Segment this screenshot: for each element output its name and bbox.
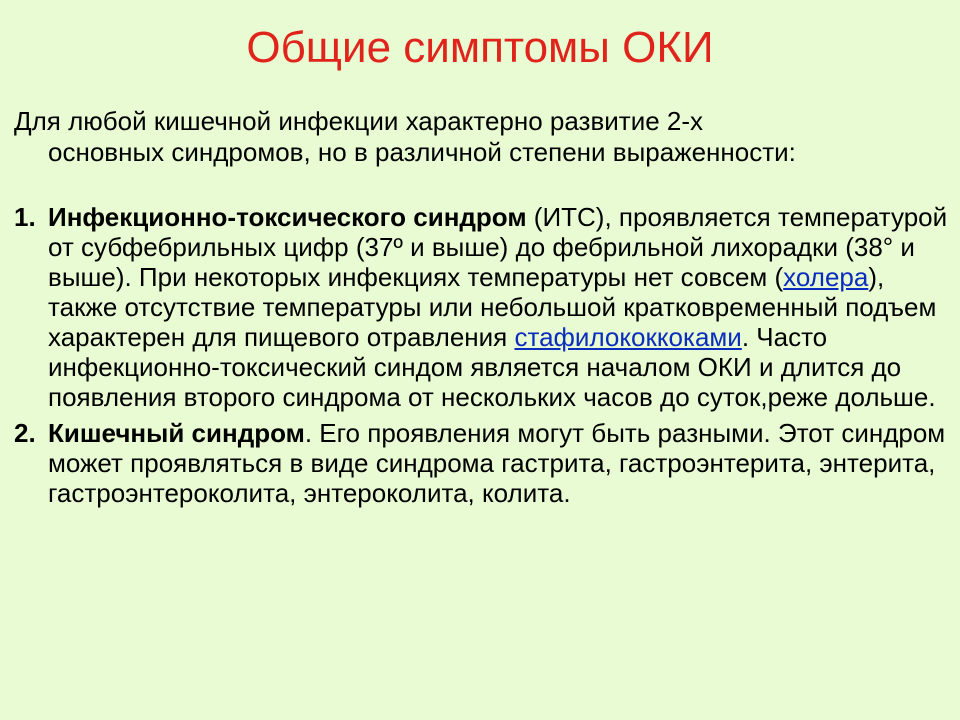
list-item-2	[14, 418, 948, 508]
list-item-2-text-a: . Его проявления могут быть разными. Этот синдром может проявляться в виде синдрома гастрита, гастроэнтерита, энтерита, гастроэнтероколита, энтероколита, колита.	[48, 418, 946, 508]
intro-paragraph	[14, 106, 944, 168]
list-item-1-text-a: (ИТС), проявляется температурой от субфебрильных цифр (37º и выше) до фебрильной лихорадки (38° и выше). При некоторых инфекциях температуры нет совсем (	[48, 202, 948, 292]
list-item-1-text-c: . Часто инфекционно-токсический синдом является началом ОКИ и длится до появления второго синдрома от нескольких часов до суток,реже дольше.	[48, 322, 936, 412]
syndrome-list	[14, 202, 948, 508]
list-item-2-number: 2.	[14, 418, 36, 448]
list-item-2-heading: Кишечный синдром	[48, 418, 305, 448]
link-cholera[interactable]: холера	[783, 262, 869, 292]
intro-line-2: основных синдромов, но в различной степени выраженности:	[48, 137, 796, 167]
slide-title: Общие симптомы ОКИ	[246, 23, 714, 72]
list-item-1-text-b: ), также отсутствие температуры или небольшой кратковременный подъем характерен для пищевого отравления	[48, 262, 937, 352]
list-item-1-heading: Инфекционно-токсического синдром	[48, 202, 527, 232]
link-staphylococci[interactable]: стафилококкоками	[514, 322, 742, 352]
list-item-1	[14, 202, 948, 412]
intro-line-1: Для любой кишечной инфекции характерно развитие 2-х	[14, 106, 704, 136]
list-item-1-number: 1.	[14, 202, 36, 232]
